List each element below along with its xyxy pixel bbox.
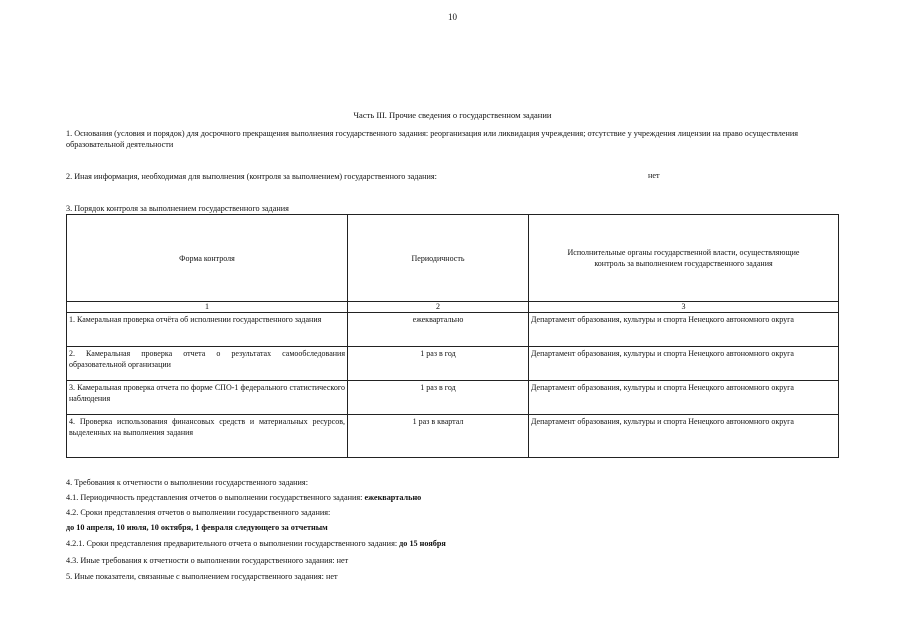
control-form-cell: 3. Камеральная проверка отчета по форме СПО-1 федерального статистического наблюдения (67, 381, 348, 415)
header-control-form: Форма контроля (67, 215, 348, 302)
header-authorities-text: Исполнительные органы государственной власти, осуществляющие контроль за выполнением государственного задания (567, 248, 800, 268)
table-row (67, 381, 839, 415)
requirement-4-2-1-label: 4.2.1. Сроки представления предварительного отчета о выполнении государственного задания: (66, 539, 398, 548)
periodicity-cell: ежеквартально (348, 313, 529, 347)
table-row (67, 415, 839, 458)
periodicity-cell: 1 раз в год (348, 347, 529, 381)
authority-cell: Департамент образования, культуры и спорта Ненецкого автономного округа (529, 347, 839, 381)
authority-cell: Департамент образования, культуры и спорта Ненецкого автономного округа (529, 415, 839, 458)
column-number: 2 (348, 302, 529, 313)
requirement-4-1-label: 4.1. Периодичность представления отчетов о выполнении государственного задания: (66, 493, 363, 502)
periodicity-cell: 1 раз в квартал (348, 415, 529, 458)
requirement-4-2-value (66, 523, 846, 532)
page-number: 10 (448, 12, 457, 22)
column-number-row (67, 302, 839, 313)
requirement-4-2-deadlines: до 10 апреля, 10 июля, 10 октября, 1 февраля следующего за отчетным (66, 523, 328, 532)
requirement-4-1-value: ежеквартально (364, 493, 422, 502)
table-row (67, 313, 839, 347)
requirement-4-1 (66, 493, 846, 502)
part-title: Часть III. Прочие сведения о государственном задании (353, 110, 552, 120)
control-form-cell: 4. Проверка использования финансовых средств и материальных ресурсов, выделенных на выполнения задания (67, 415, 348, 458)
header-periodicity: Периодичность (348, 215, 529, 302)
requirement-4-2-1-value: до 15 ноября (399, 539, 446, 548)
table-header-row (67, 215, 839, 302)
requirement-4-3: 4.3. Иные требования к отчетности о выполнении государственного задания: нет (66, 556, 349, 565)
section-2-value: нет (648, 171, 660, 180)
requirement-5: 5. Иные показатели, связанные с выполнением государственного задания: нет (66, 572, 338, 581)
header-authorities (529, 215, 839, 302)
authority-cell: Департамент образования, культуры и спорта Ненецкого автономного округа (529, 313, 839, 347)
control-form-cell: 2. Камеральная проверка отчета о результатах самообследования образовательной организации (67, 347, 348, 381)
periodicity-cell: 1 раз в год (348, 381, 529, 415)
requirements-heading: 4. Требования к отчетности о выполнении государственного задания: (66, 478, 308, 487)
requirement-4-2-1 (66, 539, 846, 548)
control-table (66, 214, 839, 458)
authority-cell: Департамент образования, культуры и спорта Ненецкого автономного округа (529, 381, 839, 415)
table-row (67, 347, 839, 381)
section-3-title: 3. Порядок контроля за выполнением государственного задания (66, 204, 289, 213)
column-number: 3 (529, 302, 839, 313)
requirement-4-2: 4.2. Сроки представления отчетов о выполнении государственного задания: (66, 508, 331, 517)
control-form-cell: 1. Камеральная проверка отчёта об исполнении государственного задания (67, 313, 348, 347)
column-number: 1 (67, 302, 348, 313)
section-1-termination-grounds: 1. Основания (условия и порядок) для досрочного прекращения выполнения государственного задания: реорганизация или ликвидация учреждения; отсутствие у учреждения лицензии на право осуществления образовательной деятельности (66, 129, 799, 149)
section-2-other-info: 2. Иная информация, необходимая для выполнения (контроля за выполнением) государственного задания: (66, 172, 437, 181)
